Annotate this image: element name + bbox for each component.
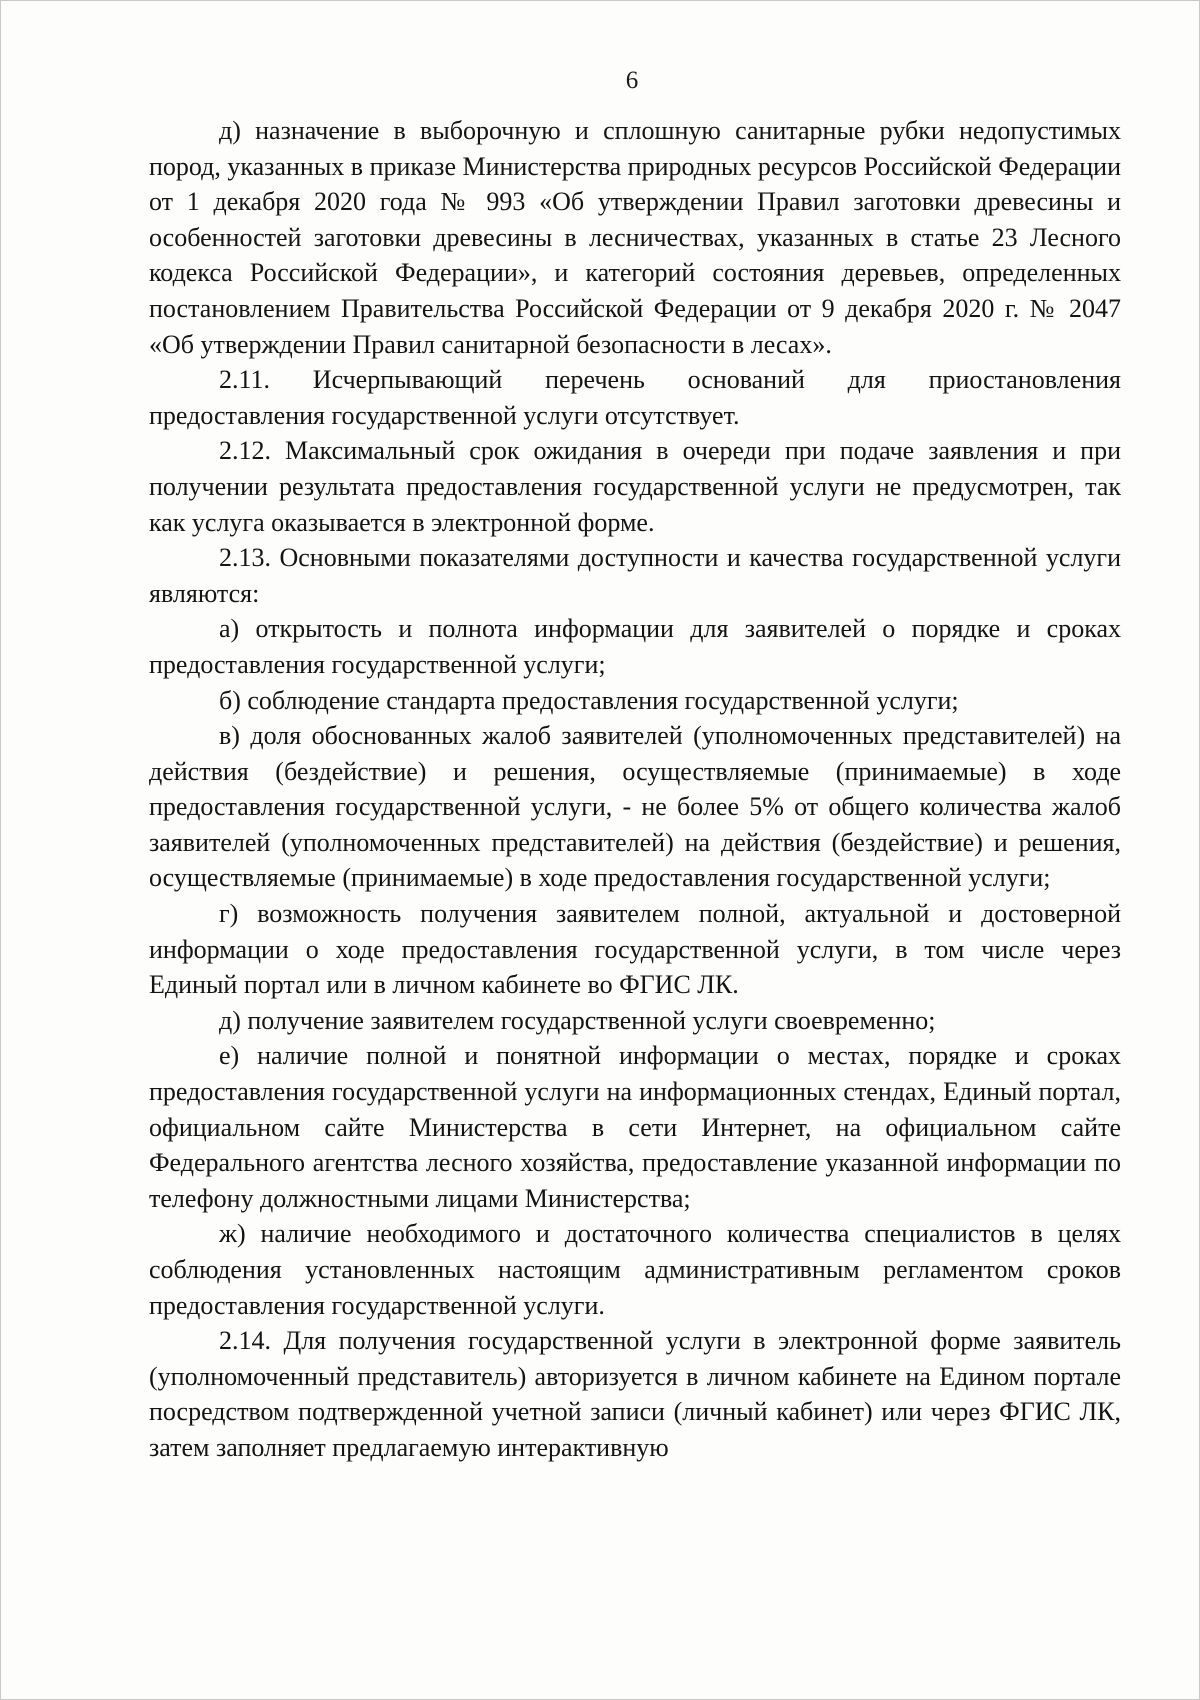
list-item-zh: ж) наличие необходимого и достаточного количества специалистов в целях соблюдения установленных настоящим административным регламентом сроков предоставления государственной услуги.: [149, 1219, 1121, 1320]
list-item-a: а) открытость и полнота информации для заявителей о порядке и сроках предоставления государственной услуги;: [149, 614, 1121, 679]
list-item-v: в) доля обоснованных жалоб заявителей (уполномоченных представителей) на действия (бездействие) и решения, осуществляемые (принимаемые) в ходе предоставления государственной услуги, - не более 5% от общего количества жалоб заявителей (уполномоченных представителей) на действия (бездействие) и решения, осуществляемые (принимаемые) в ходе предоставления государственной услуги;: [149, 721, 1121, 893]
list-item-e: е) наличие полной и понятной информации о местах, порядке и сроках предоставления государственной услуги на информационных стендах, Единый портал, официальном сайте Министерства в сети Интернет, на официальном сайте Федерального агентства лесного хозяйства, предоставление указанной информации по телефону должностными лицами Министерства;: [149, 1041, 1121, 1213]
paragraph-2-11: 2.11. Исчерпывающий перечень оснований для приостановления предоставления государственной услуги отсутствует.: [149, 365, 1121, 430]
paragraph-d-sanitary-felling: д) назначение в выборочную и сплошную санитарные рубки недопустимых пород, указанных в приказе Министерства природных ресурсов Российской Федерации от 1 декабря 2020 года № 993 «Об утверждении Правил заготовки древесины и особенностей заготовки древесины в лесничествах, указанных в статье 23 Лесного кодекса Российской Федерации», и категорий состояния деревьев, определенных постановлением Правительства Российской Федерации от 9 декабря 2020 г. № 2047 «Об утверждении Правил санитарной безопасности в лесах».: [149, 116, 1121, 359]
document-body: [149, 113, 1121, 1466]
list-item-b: б) соблюдение стандарта предоставления государственной услуги;: [219, 685, 959, 715]
paragraph-2-14: 2.14. Для получения государственной услуги в электронной форме заявитель (уполномоченный представитель) авторизуется в личном кабинете на Едином портале посредством подтвержденной учетной записи (личный кабинет) или через ФГИС ЛК, затем заполняет предлагаемую интерактивную: [149, 1326, 1121, 1462]
paragraph-2-12: 2.12. Максимальный срок ожидания в очереди при подаче заявления и при получении результата предоставления государственной услуги не предусмотрен, так как услуга оказывается в электронной форме.: [149, 436, 1121, 537]
paragraph-2-13: 2.13. Основными показателями доступности и качества государственной услуги являются:: [149, 543, 1121, 608]
list-item-d: д) получение заявителем государственной услуги своевременно;: [219, 1005, 936, 1035]
list-item-g: г) возможность получения заявителем полной, актуальной и достоверной информации о ходе предоставления государственной услуги, в том числе через Единый портал или в личном кабинете во ФГИС ЛК.: [149, 899, 1121, 1000]
page-number: 6: [625, 67, 639, 94]
